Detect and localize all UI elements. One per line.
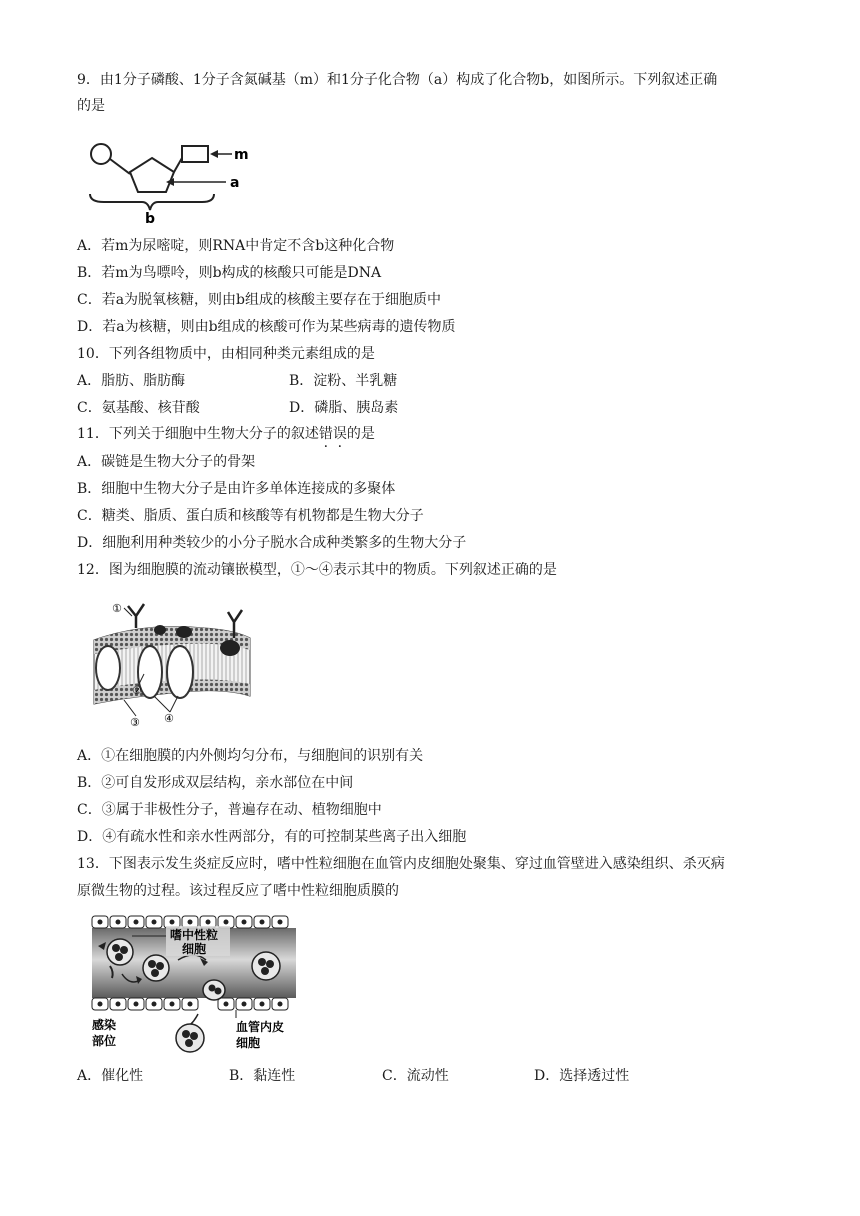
label-b: b (145, 211, 156, 224)
q9-option-a: A．若m为尿嘧啶，则RNA中肯定不含b这种化合物 (77, 238, 395, 254)
q10-option-d: D．磷脂、胰岛素 (289, 400, 399, 416)
label-endothelial-1: 血管内皮 (236, 1020, 285, 1034)
q11-option-d: D．细胞利用种类较少的小分子脱水合成种类繁多的生物大分子 (77, 535, 467, 551)
label-1: ① (112, 602, 122, 615)
q11-option-b: B．细胞中生物大分子是由许多单体连接成的多聚体 (77, 481, 396, 497)
label-neutrophil-1: 嗜中性粒 (170, 928, 219, 942)
q9-stem-line1: 9．由1分子磷酸、1分子含氮碱基（m）和1分子化合物（a）构成了化合物b，如图所示。下列叙述正确 (77, 72, 718, 88)
q10-stem: 10．下列各组物质中，由相同种类元素组成的是 (77, 346, 375, 362)
q9-option-c: C．若a为脱氧核糖，则由b组成的核酸主要存在于细胞质中 (77, 292, 442, 308)
q12-option-b: B．②可自发形成双层结构，亲水部位在中间 (77, 775, 354, 791)
label-infection-2: 部位 (92, 1034, 117, 1048)
label-a: a (230, 175, 240, 191)
q13-option-a: A．催化性 (77, 1068, 144, 1084)
q11-stem (77, 424, 375, 444)
q11-stem-post: 的是 (346, 426, 375, 442)
label-neutrophil-2: 细胞 (182, 942, 207, 956)
q11-stem-emph-2: 误 (332, 426, 347, 442)
q12-stem: 12．图为细胞膜的流动镶嵌模型，①～④表示其中的物质。下列叙述正确的是 (77, 562, 557, 578)
q11-option-c: C．糖类、脂质、蛋白质和核酸等有机物都是生物大分子 (77, 508, 424, 524)
inflammation-diagram (86, 910, 298, 1058)
q9-stem-line2: 的是 (77, 98, 105, 114)
q12-option-c: C．③属于非极性分子，普遍存在动、植物细胞中 (77, 802, 382, 818)
q10-option-b: B．淀粉、半乳糖 (289, 373, 398, 389)
q10-option-a: A．脂肪、脂肪酶 (77, 373, 186, 389)
q10-option-c: C．氨基酸、核苷酸 (77, 400, 200, 416)
q13-stem-line2: 原微生物的过程。该过程反应了嗜中性粒细胞质膜的 (77, 883, 399, 899)
q11-option-a: A．碳链是生物大分子的骨架 (77, 454, 256, 470)
label-m: m (234, 147, 249, 163)
membrane-diagram (84, 592, 254, 732)
nucleotide-diagram (84, 128, 264, 224)
q13-option-b: B．黏连性 (229, 1068, 296, 1084)
label-3: ③ (130, 716, 140, 729)
label-4: ④ (164, 712, 174, 725)
q13-option-d: D．选择透过性 (534, 1068, 630, 1084)
q11-stem-pre: 11．下列关于细胞中生物大分子的叙述 (77, 426, 319, 442)
q13-option-c: C．流动性 (382, 1068, 449, 1084)
q9-option-d: D．若a为核糖，则由b组成的核酸可作为某些病毒的遗传物质 (77, 319, 456, 335)
label-2: ② (132, 684, 142, 697)
label-endothelial-2: 细胞 (236, 1036, 261, 1050)
q11-stem-emph-1: 错 (318, 426, 333, 442)
q9-option-b: B．若m为鸟嘌呤，则b构成的核酸只可能是DNA (77, 265, 382, 281)
q12-option-d: D．④有疏水性和亲水性两部分，有的可控制某些离子出入细胞 (77, 829, 467, 845)
label-infection-1: 感染 (92, 1018, 117, 1032)
q12-option-a: A．①在细胞膜的内外侧均匀分布，与细胞间的识别有关 (77, 748, 424, 764)
q13-stem-line1: 13．下图表示发生炎症反应时，嗜中性粒细胞在血管内皮细胞处聚集、穿过血管壁进入感染组织、杀灭病 (77, 856, 725, 872)
